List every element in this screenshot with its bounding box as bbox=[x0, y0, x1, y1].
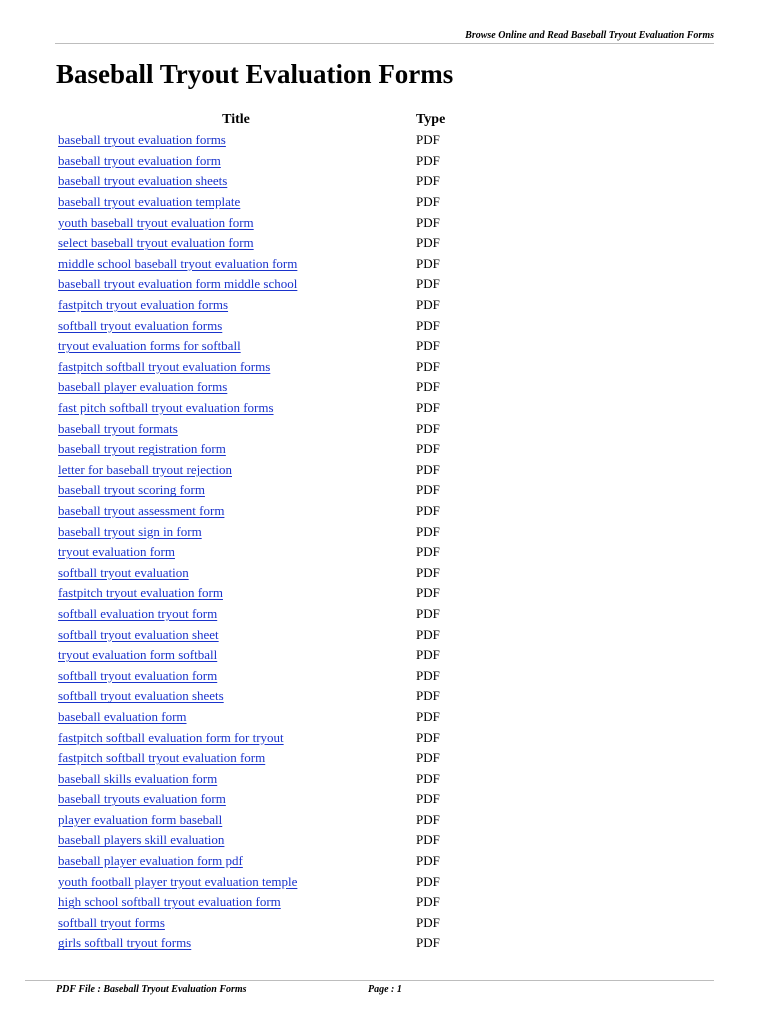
type-cell: PDF bbox=[416, 564, 440, 580]
title-cell bbox=[56, 686, 416, 707]
title-cell bbox=[56, 913, 416, 934]
type-cell: PDF bbox=[416, 317, 440, 333]
table-row bbox=[56, 624, 476, 645]
title-cell bbox=[56, 501, 416, 522]
table-row bbox=[56, 418, 476, 439]
title-cell bbox=[56, 830, 416, 851]
type-cell: PDF bbox=[416, 338, 440, 354]
type-cell: PDF bbox=[416, 214, 440, 230]
footer-page-number: Page : 1 bbox=[368, 984, 402, 995]
title-cell bbox=[56, 727, 416, 748]
column-header-title: Title bbox=[222, 112, 250, 127]
document-link[interactable]: girls softball tryout forms bbox=[58, 935, 192, 951]
type-cell: PDF bbox=[416, 894, 440, 910]
title-cell bbox=[56, 480, 416, 501]
type-cell: PDF bbox=[416, 379, 440, 395]
footer-file-label: PDF File : Baseball Tryout Evaluation Forms bbox=[56, 984, 247, 995]
table-row bbox=[56, 254, 476, 275]
table-row bbox=[56, 521, 476, 542]
title-cell bbox=[56, 645, 416, 666]
type-cell: PDF bbox=[416, 647, 440, 663]
table-row bbox=[56, 192, 476, 213]
title-cell bbox=[56, 933, 416, 954]
column-header-type: Type bbox=[416, 112, 446, 127]
document-link[interactable]: letter for baseball tryout rejection bbox=[58, 461, 232, 477]
title-cell bbox=[56, 707, 416, 728]
title-cell bbox=[56, 212, 416, 233]
table-row bbox=[56, 604, 476, 625]
type-cell: PDF bbox=[416, 914, 440, 930]
title-cell bbox=[56, 336, 416, 357]
type-cell: PDF bbox=[416, 811, 440, 827]
type-cell: PDF bbox=[416, 688, 440, 704]
document-link[interactable]: baseball players skill evaluation bbox=[58, 832, 225, 848]
title-cell bbox=[56, 418, 416, 439]
document-link[interactable]: softball tryout evaluation sheets bbox=[58, 688, 224, 704]
title-cell bbox=[56, 357, 416, 378]
type-cell: PDF bbox=[416, 729, 440, 745]
table-row bbox=[56, 562, 476, 583]
document-link[interactable]: youth baseball tryout evaluation form bbox=[58, 214, 254, 230]
document-link[interactable]: select baseball tryout evaluation form bbox=[58, 235, 254, 251]
title-cell bbox=[56, 665, 416, 686]
document-link[interactable]: baseball player evaluation forms bbox=[58, 379, 228, 395]
title-cell bbox=[56, 398, 416, 419]
document-link[interactable]: tryout evaluation form softball bbox=[58, 647, 218, 663]
document-link[interactable]: high school softball tryout evaluation form bbox=[58, 894, 281, 910]
title-cell bbox=[56, 521, 416, 542]
type-cell: PDF bbox=[416, 853, 440, 869]
type-cell: PDF bbox=[416, 420, 440, 436]
title-cell bbox=[56, 315, 416, 336]
type-cell: PDF bbox=[416, 132, 440, 148]
table-row bbox=[56, 707, 476, 728]
title-cell bbox=[56, 192, 416, 213]
table-row bbox=[56, 727, 476, 748]
document-link[interactable]: fastpitch tryout evaluation forms bbox=[58, 297, 229, 313]
type-cell: PDF bbox=[416, 770, 440, 786]
type-cell: PDF bbox=[416, 502, 440, 518]
document-link[interactable]: softball tryout forms bbox=[58, 914, 165, 930]
type-cell: PDF bbox=[416, 791, 440, 807]
type-cell: PDF bbox=[416, 173, 440, 189]
table-row bbox=[56, 871, 476, 892]
type-cell: PDF bbox=[416, 626, 440, 642]
title-cell bbox=[56, 789, 416, 810]
document-link[interactable]: baseball tryout evaluation sheets bbox=[58, 173, 228, 189]
document-link[interactable]: softball evaluation tryout form bbox=[58, 605, 218, 621]
type-cell: PDF bbox=[416, 235, 440, 251]
documents-table bbox=[56, 110, 476, 954]
title-cell bbox=[56, 562, 416, 583]
document-link[interactable]: fastpitch softball tryout evaluation forms bbox=[58, 358, 271, 374]
type-cell: PDF bbox=[416, 152, 440, 168]
type-cell: PDF bbox=[416, 585, 440, 601]
type-cell: PDF bbox=[416, 297, 440, 313]
document-link[interactable]: middle school baseball tryout evaluation form bbox=[58, 255, 298, 271]
document-link[interactable]: fast pitch softball tryout evaluation forms bbox=[58, 400, 274, 416]
table-row bbox=[56, 892, 476, 913]
title-cell bbox=[56, 377, 416, 398]
table-row bbox=[56, 645, 476, 666]
type-cell: PDF bbox=[416, 832, 440, 848]
table-body bbox=[56, 130, 476, 954]
table-row bbox=[56, 212, 476, 233]
type-cell: PDF bbox=[416, 873, 440, 889]
table-row bbox=[56, 501, 476, 522]
table-row bbox=[56, 933, 476, 954]
title-cell bbox=[56, 439, 416, 460]
table-row bbox=[56, 130, 476, 151]
title-cell bbox=[56, 624, 416, 645]
document-link[interactable]: baseball player evaluation form pdf bbox=[58, 853, 243, 869]
title-cell bbox=[56, 151, 416, 172]
table-row bbox=[56, 295, 476, 316]
document-link[interactable]: baseball tryout scoring form bbox=[58, 482, 205, 498]
document-link[interactable]: softball tryout evaluation forms bbox=[58, 317, 223, 333]
type-cell: PDF bbox=[416, 667, 440, 683]
table-row bbox=[56, 851, 476, 872]
document-link[interactable]: tryout evaluation form bbox=[58, 544, 175, 560]
table-row bbox=[56, 542, 476, 563]
document-link[interactable]: baseball tryout evaluation form middle school bbox=[58, 276, 298, 292]
table-row bbox=[56, 357, 476, 378]
document-link[interactable]: baseball tryout evaluation forms bbox=[58, 132, 226, 148]
page-title: Baseball Tryout Evaluation Forms bbox=[56, 59, 454, 89]
document-link[interactable]: softball tryout evaluation sheet bbox=[58, 626, 219, 642]
title-cell bbox=[56, 233, 416, 254]
document-link[interactable]: fastpitch tryout evaluation form bbox=[58, 585, 223, 601]
title-cell bbox=[56, 295, 416, 316]
running-header: Browse Online and Read Baseball Tryout Evaluation Forms bbox=[465, 30, 714, 41]
table-row bbox=[56, 336, 476, 357]
title-cell bbox=[56, 583, 416, 604]
type-cell: PDF bbox=[416, 461, 440, 477]
type-cell: PDF bbox=[416, 605, 440, 621]
table-row bbox=[56, 460, 476, 481]
table-row bbox=[56, 480, 476, 501]
document-link[interactable]: baseball tryout evaluation form bbox=[58, 152, 221, 168]
table-row bbox=[56, 439, 476, 460]
footer-divider bbox=[25, 980, 714, 981]
table-row bbox=[56, 315, 476, 336]
type-cell: PDF bbox=[416, 255, 440, 271]
title-cell bbox=[56, 171, 416, 192]
type-cell: PDF bbox=[416, 544, 440, 560]
type-cell: PDF bbox=[416, 276, 440, 292]
document-link[interactable]: softball tryout evaluation bbox=[58, 564, 189, 580]
document-link[interactable]: baseball tryouts evaluation form bbox=[58, 791, 226, 807]
type-cell: PDF bbox=[416, 441, 440, 457]
type-cell: PDF bbox=[416, 708, 440, 724]
title-cell bbox=[56, 810, 416, 831]
document-link[interactable]: fastpitch softball tryout evaluation form bbox=[58, 750, 266, 766]
title-cell bbox=[56, 130, 416, 151]
document-link[interactable]: softball tryout evaluation form bbox=[58, 667, 218, 683]
document-link[interactable]: baseball tryout registration form bbox=[58, 441, 226, 457]
table-row bbox=[56, 171, 476, 192]
document-link[interactable]: baseball skills evaluation form bbox=[58, 770, 218, 786]
document-link[interactable]: baseball tryout formats bbox=[58, 420, 178, 436]
table-row bbox=[56, 768, 476, 789]
table-row bbox=[56, 151, 476, 172]
table-row bbox=[56, 748, 476, 769]
document-link[interactable]: tryout evaluation forms for softball bbox=[58, 338, 241, 354]
header-divider bbox=[55, 43, 714, 44]
document-link[interactable]: player evaluation form baseball bbox=[58, 811, 223, 827]
table-row bbox=[56, 583, 476, 604]
title-cell bbox=[56, 871, 416, 892]
type-cell: PDF bbox=[416, 358, 440, 374]
table-row bbox=[56, 233, 476, 254]
table-row bbox=[56, 377, 476, 398]
table-row bbox=[56, 830, 476, 851]
type-cell: PDF bbox=[416, 523, 440, 539]
table-row bbox=[56, 810, 476, 831]
title-cell bbox=[56, 851, 416, 872]
type-cell: PDF bbox=[416, 400, 440, 416]
table-row bbox=[56, 665, 476, 686]
title-cell bbox=[56, 274, 416, 295]
table-row bbox=[56, 686, 476, 707]
table-row bbox=[56, 789, 476, 810]
table-row bbox=[56, 398, 476, 419]
title-cell bbox=[56, 542, 416, 563]
document-link[interactable]: baseball tryout assessment form bbox=[58, 502, 225, 518]
document-link[interactable]: baseball tryout evaluation template bbox=[58, 194, 241, 210]
document-link[interactable]: baseball tryout sign in form bbox=[58, 523, 202, 539]
title-cell bbox=[56, 768, 416, 789]
title-cell bbox=[56, 604, 416, 625]
title-cell bbox=[56, 748, 416, 769]
type-cell: PDF bbox=[416, 482, 440, 498]
title-cell bbox=[56, 892, 416, 913]
table-header-row bbox=[56, 110, 476, 130]
title-cell bbox=[56, 254, 416, 275]
document-link[interactable]: youth football player tryout evaluation temple bbox=[58, 873, 298, 889]
type-cell: PDF bbox=[416, 935, 440, 951]
document-link[interactable]: baseball evaluation form bbox=[58, 708, 187, 724]
type-cell: PDF bbox=[416, 194, 440, 210]
type-cell: PDF bbox=[416, 750, 440, 766]
table-row bbox=[56, 913, 476, 934]
table-row bbox=[56, 274, 476, 295]
title-cell bbox=[56, 460, 416, 481]
document-link[interactable]: fastpitch softball evaluation form for tryout bbox=[58, 729, 284, 745]
